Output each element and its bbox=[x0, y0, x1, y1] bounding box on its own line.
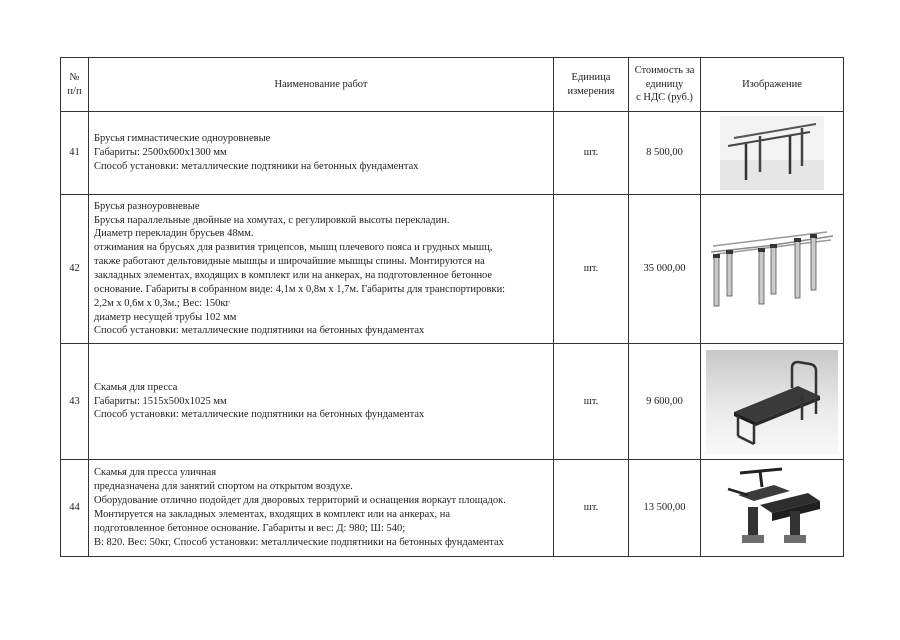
description-line: Монтируется на закладных элементах, входящих в комплект или на анкерах, на bbox=[94, 509, 451, 520]
description-line: Оборудование отлично подойдет для дворовых территорий и оснащения воркаут площадок. bbox=[94, 495, 506, 507]
row-description bbox=[89, 344, 554, 460]
multi-level-parallel-bars-image bbox=[707, 228, 837, 310]
description-line: Габариты: 1515х500х1025 мм bbox=[94, 395, 227, 407]
description-line: Скамья для пресса уличная bbox=[94, 467, 217, 479]
table-row bbox=[61, 195, 844, 344]
row-price: 13 500,00 bbox=[629, 460, 701, 557]
row-unit: шт. bbox=[554, 112, 629, 195]
row-description bbox=[89, 112, 554, 195]
row-price: 9 600,00 bbox=[629, 344, 701, 460]
header-name: Наименование работ bbox=[89, 58, 554, 112]
description-line: также работают дельтовидные мышцы и широчайшие мышцы спины. Монтируются на bbox=[94, 256, 485, 268]
row-description bbox=[89, 460, 554, 557]
header-price bbox=[629, 58, 701, 112]
description-line: Брусья параллельные двойные на хомутах, с регулировкой высоты перекладин. bbox=[94, 214, 450, 226]
row-description bbox=[89, 195, 554, 344]
description-line: основание. Габариты в собранном виде: 4,1м х 0,8м х 1,7м. Габариты для транспортировки: bbox=[94, 283, 506, 295]
header-unit-line: Единица bbox=[571, 71, 611, 83]
table-header-row bbox=[61, 58, 844, 112]
description-line: Способ установки: металлические подпятники на бетонных фундаментах bbox=[94, 325, 425, 337]
row-image-cell bbox=[701, 460, 844, 557]
header-price-line: Стоимость за bbox=[634, 64, 695, 76]
header-num-line: № bbox=[69, 71, 80, 83]
header-num-line: п/п bbox=[67, 85, 82, 97]
description-line: закладных элементах, входящих в комплект или на анкерах, на подготовленное бетонное bbox=[94, 270, 493, 281]
table-row bbox=[61, 112, 844, 195]
header-unit-line: измерения bbox=[567, 85, 615, 97]
header-price-line: с НДС (руб.) bbox=[636, 92, 693, 104]
row-price: 35 000,00 bbox=[629, 195, 701, 344]
description-line: Брусья разноуровневые bbox=[94, 200, 200, 212]
row-unit: шт. bbox=[554, 195, 629, 344]
header-price-line: единицу bbox=[645, 78, 684, 90]
outdoor-ab-bench-image bbox=[720, 465, 824, 551]
price-table bbox=[60, 57, 844, 557]
row-price: 8 500,00 bbox=[629, 112, 701, 195]
row-number: 41 bbox=[61, 112, 89, 195]
description-line: В: 820. Вес: 50кг, Способ установки: металлические подпятники на бетонных фундаментах bbox=[94, 536, 504, 548]
description-line: отжимания на брусьях для развития трицепсов, мышц плечевого пояса и грудных мышц, bbox=[94, 242, 493, 254]
description-line: Способ установки: металлические подтяники на бетонных фундаментах bbox=[94, 160, 419, 172]
row-number: 42 bbox=[61, 195, 89, 344]
description-line: Способ установки: металлические подпятники на бетонных фундаментах bbox=[94, 409, 425, 421]
row-number: 44 bbox=[61, 460, 89, 557]
row-image-cell bbox=[701, 195, 844, 344]
description-line: диаметр несущей трубы 102 мм bbox=[94, 311, 237, 323]
description-line: Скамья для пресса bbox=[94, 381, 178, 393]
description-line: Брусья гимнастические одноуровневые bbox=[94, 133, 271, 145]
header-num bbox=[61, 58, 89, 112]
description-line: подготовленное бетонное основание. Габариты и вес: Д: 980; Ш: 540; bbox=[94, 522, 406, 534]
description-line: Габариты: 2500х600х1300 мм bbox=[94, 147, 227, 159]
row-unit: шт. bbox=[554, 460, 629, 557]
row-unit: шт. bbox=[554, 344, 629, 460]
description-line: 2,2м х 0,6м х 0,3м.; Вес: 150кг bbox=[94, 297, 230, 309]
single-level-parallel-bars-image bbox=[720, 116, 824, 190]
table-row bbox=[61, 460, 844, 557]
header-unit bbox=[554, 58, 629, 112]
header-image: Изображение bbox=[701, 58, 844, 112]
ab-bench-image bbox=[706, 350, 838, 454]
description-line: предназначена для занятий спортом на открытом воздухе. bbox=[94, 481, 353, 493]
table-row bbox=[61, 344, 844, 460]
row-image-cell bbox=[701, 344, 844, 460]
row-number: 43 bbox=[61, 344, 89, 460]
description-line: Диаметр перекладин брусьев 48мм. bbox=[94, 228, 254, 240]
row-image-cell bbox=[701, 112, 844, 195]
